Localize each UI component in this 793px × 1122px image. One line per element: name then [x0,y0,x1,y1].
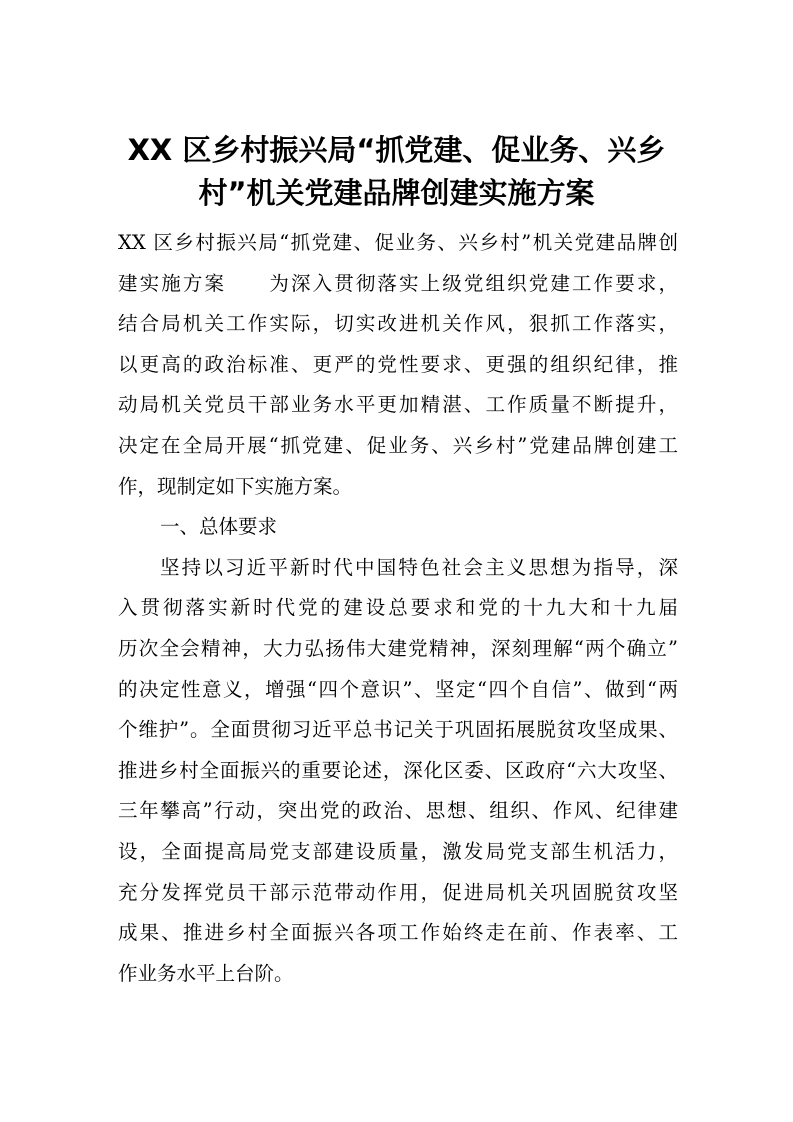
intro-line: 以更高的政治标准、更严的党性要求、更强的组织纪律，推 [118,352,678,376]
intro-line: XX 区乡村振兴局“抓党建、促业务、兴乡村”机关党建品牌创 [118,231,678,254]
section-line: 设，全面提高局党支部建设质量，激发局党支部生机活力， [118,839,678,863]
intro-line: 作，现制定如下实施方案。 [118,474,353,498]
section-line: 坚持以习近平新时代中国特色社会主义思想为指导，深 [160,555,678,579]
section-line: 成果、推进乡村全面振兴各项工作始终走在前、作表率、工 [118,921,678,945]
intro-line: 结合局机关工作实际，切实改进机关作风，狠抓工作落实， [118,312,678,336]
section-line: 的决定性意义，增强“四个意识”、坚定“四个自信”、做到“两 [118,677,678,701]
document-body [118,223,678,994]
section-line: 充分发挥党员干部示范带动作用，促进局机关巩固脱贫攻坚 [118,880,678,904]
section-line: 历次全会精神，大力弘扬伟大建党精神，深刻理解“两个确立” [118,636,678,660]
document-title-line-1: XX 区乡村振兴局“抓党建、促业务、兴乡 [127,133,666,167]
section-line: 推进乡村全面振兴的重要论述，深化区委、区政府“六大攻坚、 [118,758,678,782]
section-heading: 一、总体要求 [160,515,278,539]
section-line: 三年攀高”行动，突出党的政治、思想、组织、作风、纪律建 [118,799,678,823]
section-line: 入贯彻落实新时代党的建设总要求和党的十九大和十九届 [118,596,678,620]
intro-line: 动局机关党员干部业务水平更加精湛、工作质量不断提升， [118,393,678,417]
intro-line: 决定在全局开展“抓党建、促业务、兴乡村”党建品牌创建工 [118,433,678,457]
intro-line: 建实施方案 为深入贯彻落实上级党组织党建工作要求， [118,271,678,295]
section-line: 个维护”。全面贯彻习近平总书记关于巩固拓展脱贫攻坚成果、 [118,718,678,742]
document-title-line-2: 村”机关党建品牌创建实施方案 [198,176,595,210]
section-line: 作业务水平上台阶。 [118,961,294,985]
